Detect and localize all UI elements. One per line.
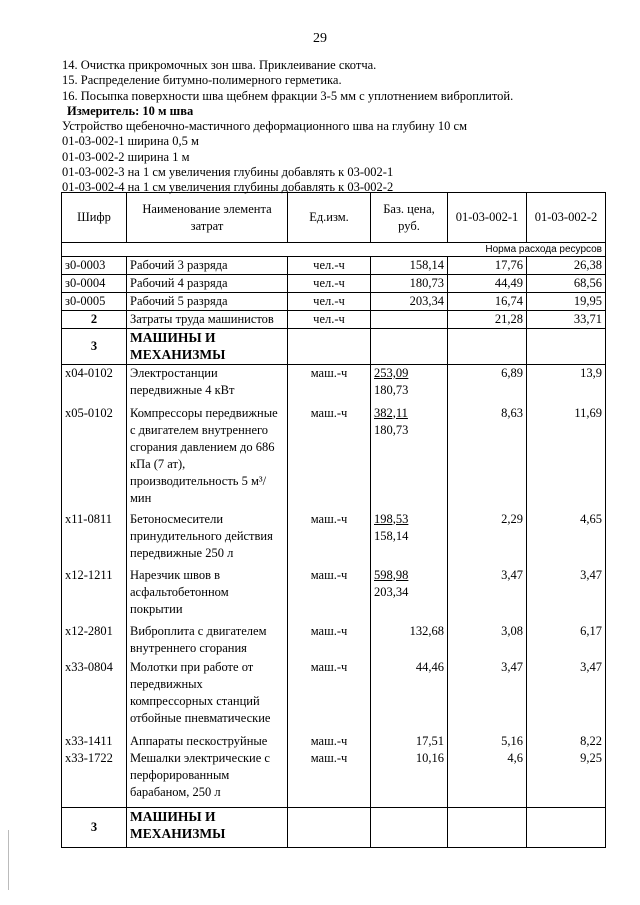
machine-row [62, 623, 606, 659]
row-name: Затраты труда машинистов [127, 311, 288, 329]
row-value-2: 3,47 [527, 567, 606, 623]
device-description: Устройство щебеночно-мастичного деформационного шва на глубину 10 см [62, 119, 468, 134]
row-price: 180,73 [371, 275, 448, 293]
row-unit: маш.-ч [288, 659, 371, 733]
step-14: 14. Очистка прикромочных зон шва. Приклеивание скотча. [62, 58, 377, 72]
step-15: 15. Распределение битумно-полимерного герметика. [62, 73, 342, 88]
resource-table [61, 192, 606, 848]
row-price-cell [371, 511, 448, 567]
row-value-1: 2,29 [448, 511, 527, 567]
empty-cell [448, 329, 527, 365]
row-price: 253,09 [374, 366, 409, 380]
header-row [62, 193, 606, 243]
row-value-2: 26,38 [527, 257, 606, 275]
table-row [62, 257, 606, 275]
section-code: 3 [62, 329, 127, 365]
section-title: МАШИНЫ И МЕХАНИЗМЫ [127, 329, 288, 365]
row-value-2: 9,25 [527, 750, 606, 808]
machine-row [62, 659, 606, 733]
row-value-1: 4,6 [448, 750, 527, 808]
header-col2: 01-03-002-2 [527, 193, 606, 243]
meter-heading: Измеритель: 10 м шва [67, 103, 194, 118]
intro-block [62, 58, 622, 196]
row-code: х33-1722 [62, 750, 127, 808]
row-value-1: 3,47 [448, 567, 527, 623]
section-title: МАШИНЫ И МЕХАНИЗМЫ [127, 808, 288, 848]
empty-cell [288, 329, 371, 365]
row-price: 158,14 [371, 257, 448, 275]
empty-cell [448, 808, 527, 848]
section-row [62, 329, 606, 365]
table-row [62, 275, 606, 293]
row-code: з0-0004 [62, 275, 127, 293]
page-number: 29 [313, 31, 327, 46]
row-unit: чел.-ч [288, 311, 371, 329]
code-line-4: 01-03-002-4 на 1 см увеличения глубины добавлять к 03-002-2 [62, 180, 394, 195]
machine-row [62, 365, 606, 405]
table-row [62, 311, 606, 329]
row-price: 10,16 [371, 750, 448, 808]
row-price-2: 203,34 [374, 584, 409, 599]
code-line-1: 01-03-002-1 ширина 0,5 м [62, 134, 199, 149]
row-value-1: 3,08 [448, 623, 527, 659]
row-code: 2 [62, 311, 127, 329]
row-price: 132,68 [371, 623, 448, 659]
row-price: 198,53 [374, 511, 409, 526]
row-unit: маш.-ч [288, 511, 371, 567]
norm-caption-row [62, 243, 606, 257]
row-name: Рабочий 5 разряда [127, 293, 288, 311]
row-value-2: 68,56 [527, 275, 606, 293]
row-code: х33-0804 [62, 659, 127, 733]
row-price-cell [371, 365, 448, 405]
row-name: Бетоносмесители принудительного действия передвижные 250 л [127, 511, 288, 567]
row-code: з0-0003 [62, 257, 127, 275]
row-code: х05-0102 [62, 405, 127, 511]
empty-cell [527, 329, 606, 365]
row-value-2: 6,17 [527, 623, 606, 659]
row-price: 203,34 [371, 293, 448, 311]
row-price: 598,98 [374, 567, 409, 582]
row-code: х04-0102 [62, 365, 127, 405]
empty-cell [527, 808, 606, 848]
code-line-2: 01-03-002-2 ширина 1 м [62, 149, 190, 164]
row-name: Компрессоры передвижные с двигателем внутреннего сгорания давлением до 686 кПа (7 ат), производительность 5 м³/мин [127, 405, 288, 511]
row-unit: чел.-ч [288, 275, 371, 293]
row-unit: маш.-ч [288, 365, 371, 405]
row-value-1: 6,89 [448, 365, 527, 405]
empty-cell [371, 808, 448, 848]
row-name: Мешалки электрические с перфорированным барабаном, 250 л [127, 750, 288, 808]
row-price-cell [371, 567, 448, 623]
row-value-2: 19,95 [527, 293, 606, 311]
scan-margin-mark [8, 830, 9, 890]
empty-cell [371, 329, 448, 365]
machine-row [62, 750, 606, 808]
header-price: Баз. цена, руб. [371, 193, 448, 243]
row-value-1: 44,49 [448, 275, 527, 293]
row-name: Рабочий 3 разряда [127, 257, 288, 275]
table-row [62, 293, 606, 311]
row-value-1: 16,74 [448, 293, 527, 311]
row-unit: чел.-ч [288, 257, 371, 275]
row-unit: маш.-ч [288, 405, 371, 511]
row-name: Молотки при работе от передвижных компрессорных станций отбойные пневматические [127, 659, 288, 733]
row-code: х33-1411 [62, 733, 127, 750]
header-col1: 01-03-002-1 [448, 193, 527, 243]
machine-row [62, 733, 606, 750]
row-code: х12-2801 [62, 623, 127, 659]
row-value-1: 21,28 [448, 311, 527, 329]
section-code: 3 [62, 808, 127, 848]
row-name: Нарезчик швов в асфальтобетонном покрытии [127, 567, 288, 623]
row-value-2: 3,47 [527, 659, 606, 733]
row-unit: маш.-ч [288, 623, 371, 659]
norm-caption: Норма расхода ресурсов [62, 243, 606, 257]
row-unit: маш.-ч [288, 567, 371, 623]
step-16: 16. Посыпка поверхности шва щебнем фракции 3-5 мм с уплотнением виброплитой. [62, 88, 514, 103]
row-unit: маш.-ч [288, 750, 371, 808]
machine-row [62, 567, 606, 623]
row-price: 44,46 [371, 659, 448, 733]
header-name: Наименование элемента затрат [127, 193, 288, 243]
row-name: Электростанции передвижные 4 кВт [127, 365, 288, 405]
row-value-2: 13,9 [527, 365, 606, 405]
row-value-1: 8,63 [448, 405, 527, 511]
machine-row [62, 405, 606, 511]
row-unit: маш.-ч [288, 733, 371, 750]
row-price-2: 180,73 [374, 383, 409, 397]
row-value-1: 17,76 [448, 257, 527, 275]
row-value-2: 4,65 [527, 511, 606, 567]
row-code: з0-0005 [62, 293, 127, 311]
row-value-2: 33,71 [527, 311, 606, 329]
row-price: 382,11 [374, 405, 408, 420]
machine-row [62, 511, 606, 567]
header-code: Шифр [62, 193, 127, 243]
row-code: х12-1211 [62, 567, 127, 623]
row-name: Виброплита с двигателем внутреннего сгорания [127, 623, 288, 659]
section-row [62, 808, 606, 848]
row-value-2: 11,69 [527, 405, 606, 511]
row-name: Рабочий 4 разряда [127, 275, 288, 293]
code-line-3: 01-03-002-3 на 1 см увеличения глубины добавлять к 03-002-1 [62, 165, 394, 180]
empty-cell [288, 808, 371, 848]
row-name: Аппараты пескоструйные [127, 733, 288, 750]
row-price-2: 180,73 [374, 422, 409, 437]
row-price [371, 311, 448, 329]
row-value-2: 8,22 [527, 733, 606, 750]
header-unit: Ед.изм. [288, 193, 371, 243]
row-code: х11-0811 [62, 511, 127, 567]
row-unit: чел.-ч [288, 293, 371, 311]
row-price: 17,51 [371, 733, 448, 750]
row-value-1: 5,16 [448, 733, 527, 750]
row-price-2: 158,14 [374, 528, 409, 543]
row-price-cell [371, 405, 448, 511]
row-value-1: 3,47 [448, 659, 527, 733]
